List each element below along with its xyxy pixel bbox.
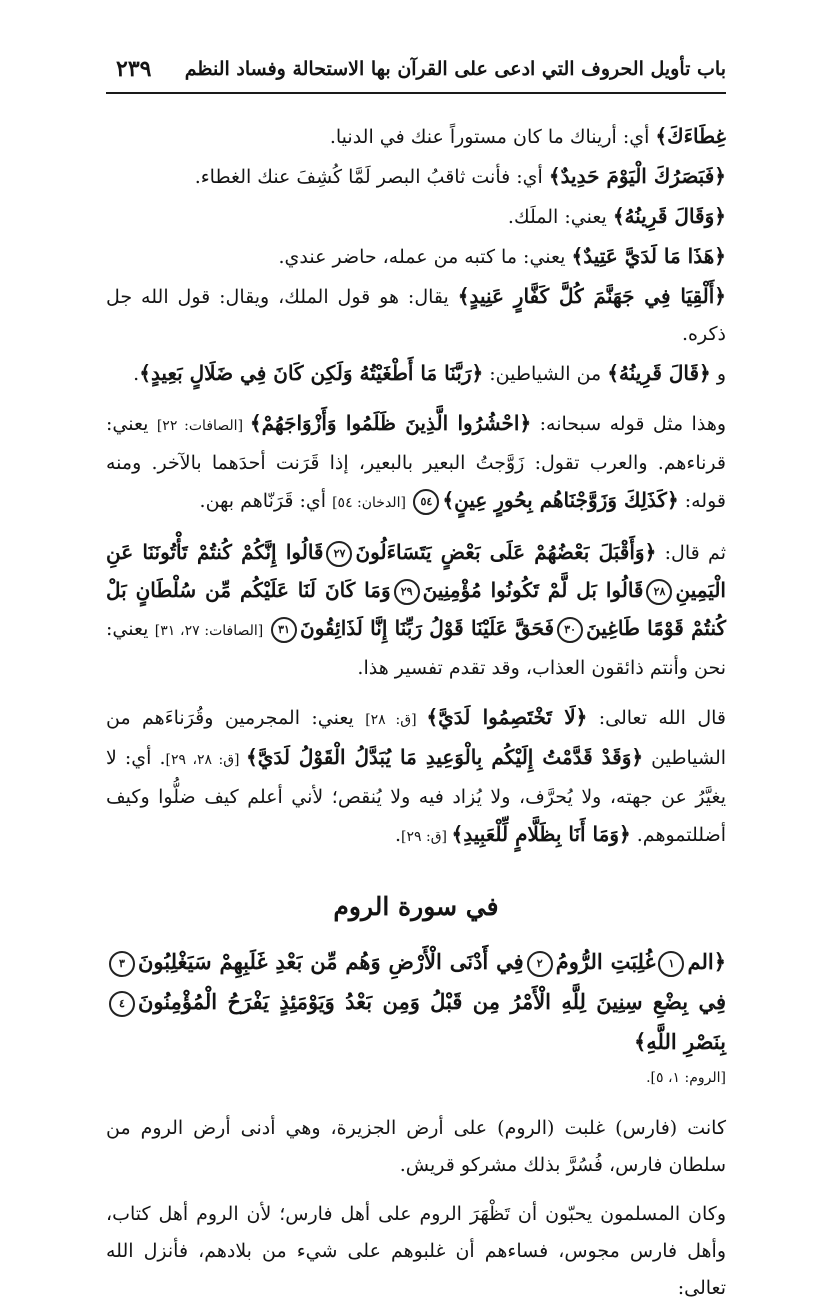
verse-reference: [الصافات: ٢٧، ٣١] [154,623,269,639]
quran-quote: ﴿فَبَصَرُكَ الْيَوْمَ حَدِيدٌ﴾ [548,164,726,188]
ayah-number-marker: ٢ [527,951,553,977]
quran-quote: ﴿وَقَدْ قَدَّمْتُ إِلَيْكُم بِالْوَعِيدِ مَا يُبَدَّلُ الْقَوْلُ لَدَيَّ﴾ [245,745,644,769]
paragraph-text: أي: قَرَنّاهم بهن. [199,490,333,512]
page-header [106,52,726,94]
quran-quote: فِي بِضْعِ سِنِينَ لِلَّهِ الْأَمْرُ مِن قَبْلُ وَمِن بَعْدُ وَيَوْمَئِذٍ يَفْرَحُ الْمُؤْمِنُونَ [138,989,726,1014]
paragraph-5 [106,278,726,353]
verse-reference: [ق: ٢٨، ٢٩] [165,752,246,768]
paragraph-text: أي: فأنت ثاقبُ البصر لَمَّا كُشِفَ عنك الغطاء. [194,166,549,188]
paragraph-text: . أي: لا يغيَّرُ عن جهته، ولا يُحرَّف، ولا يُزاد فيه ولا يُنقص؛ لأني أعلم كيف ضلُّوا وكيف أضللتموهم. [106,747,726,846]
quran-quote: ﴿رَبَّنَا مَا أَطْغَيْتُهُ وَلَكِن كَانَ فِي ضَلَالٍ بَعِيدٍ﴾ [139,361,484,385]
verse-reference: [الدخان: ٥٤] [332,495,411,511]
quran-quote: قَالُوا إِنَّكُمْ كُنتُمْ تَأْتُونَنَا عَنِ الْيَمِينِ [106,540,726,602]
quran-quote: بِنَصْرِ اللَّهِ﴾ [633,1029,726,1054]
paragraph-text: يعني: ما كتبه من عمله، حاضر عندي. [278,246,572,268]
quran-quote: قَالُوا بَل لَّمْ تَكُونُوا مُؤْمِنِينَ [422,578,644,602]
verse-reference: [الصافات: ٢٢] [156,418,250,434]
page-number: ٢٣٩ [116,56,152,82]
ayah-number-marker: ٢٧ [326,541,352,567]
paragraph-1 [106,118,726,156]
quran-quote: ﴿هَذَا مَا لَدَيَّ عَتِيدٌ﴾ [571,244,726,268]
running-title: باب تأويل الحروف التي ادعى على القرآن بها الاستحالة وفساد النظم [184,58,726,80]
paragraph-7 [106,405,726,522]
paragraph-text: يعني: نحن وأنتم ذائقون العذاب، وقد تقدم تفسير هذا. [106,618,726,679]
ayah-number-marker: ٣١ [271,617,297,643]
paragraph-text: قال الله تعالى: [587,707,726,729]
ayah-number-marker: ٣٠ [557,617,583,643]
paragraph-3 [106,198,726,236]
quran-quote: ﴿وَقَالَ قَرِينُهُ﴾ [612,204,726,228]
paragraph-9 [106,699,726,856]
ayah-number-marker: ١ [658,951,684,977]
paragraph-text: و [710,363,726,385]
paragraph-text: . [394,824,402,846]
verse-reference: [ق: ٢٨] [365,712,427,728]
verse-reference: [الروم: ١، ٥]. [646,1070,726,1086]
paragraph-text: وهذا مثل قوله سبحانه: [531,413,727,435]
paragraph-text: . [133,363,140,385]
paragraph-text: أي: أريناك ما كان مستوراً عنك في الدنيا. [329,126,656,148]
surah-opening-verses [106,942,726,1062]
paragraph-4 [106,238,726,276]
quran-quote: غِطَاءَكَ﴾ [655,124,726,148]
quran-quote: ﴿أَلْقِيَا فِي جَهَنَّمَ كُلَّ كَفَّارٍ عَنِيدٍ﴾ [457,284,727,308]
paragraph-text: يعني: قرناءهم. والعرب تقول: زَوَّجتُ البعير بالبعير، إذا قَرَنت أحدَهما بالآخر. ومنه قوله: [106,413,726,512]
quran-quote: ﴿وَأَقْبَلَ بَعْضُهُمْ عَلَى بَعْضٍ يَتَسَاءَلُونَ [355,540,657,564]
page-content [106,118,726,1307]
paragraph-text: يعني: المجرمين وقُرَناءَهم من الشياطين [106,707,727,769]
ayah-number-marker: ٣ [109,951,135,977]
paragraph-8 [106,534,726,687]
paragraph-6 [106,355,726,393]
quran-quote: فِي أَدْنَى الْأَرْضِ وَهُم مِّن بَعْدِ غَلَبِهِمْ سَيَغْلِبُونَ [138,949,524,974]
quran-quote: ﴿لَا تَخْتَصِمُوا لَدَيَّ﴾ [426,705,588,729]
quran-quote: وَمَا كَانَ لَنَا عَلَيْكُم مِّن سُلْطَانٍ بَلْ كُنتُمْ قَوْمًا طَاغِينَ [106,578,727,640]
paragraph-text: من الشياطين: [483,363,608,385]
paragraph-11: وكان المسلمون يحبّون أن تَظْهَرَ الروم على أهل فارس؛ لأن الروم أهل كتاب، وأهل فارس مجوس، فساءهم أن غلبوهم على شيء من بلادهم، فأنزل الله تعالى: [106,1203,726,1299]
ayah-number-marker: ٤ [109,991,135,1017]
ayah-number-marker: ٢٩ [394,579,420,605]
paragraph-10: كانت (فارس) غلبت (الروم) على أرض الجزيرة، وهي أدنى أرض الروم من سلطان فارس، فُسُرَّ بذلك مشركو قريش. [106,1117,726,1176]
paragraph-text: يعني: الملَك. [507,206,613,228]
paragraph-text: يقال: هو قول الملك، ويقال: قول الله جل ذكره. [106,286,726,345]
quran-quote: ﴿وَمَا أَنَا بِظَلَّامٍ لِّلْعَبِيدِ﴾ [451,822,631,846]
quran-quote: ﴿احْشُرُوا الَّذِينَ ظَلَمُوا وَأَزْوَاجَهُمْ﴾ [249,411,532,435]
quran-quote: ﴿قَالَ قَرِينُهُ﴾ [607,361,711,385]
ayah-number-marker: ٢٨ [646,579,672,605]
section-heading: في سورة الروم [333,892,499,921]
quran-quote: ﴿الم [687,949,726,974]
quran-quote: فَحَقَّ عَلَيْنَا قَوْلُ رَبِّنَا إِنَّا لَذَائِقُونَ [300,616,555,640]
quran-quote: غُلِبَتِ الرُّومُ [555,949,656,974]
quran-quote: ﴿كَذَلِكَ وَزَوَّجْنَاهُم بِحُورٍ عِينٍ﴾ [442,488,679,512]
paragraph-2 [106,158,726,196]
ayah-number-marker: ٥٤ [413,489,439,515]
paragraph-text: ثم قال: [656,542,726,564]
verse-reference: [ق: ٢٩] [401,829,452,845]
